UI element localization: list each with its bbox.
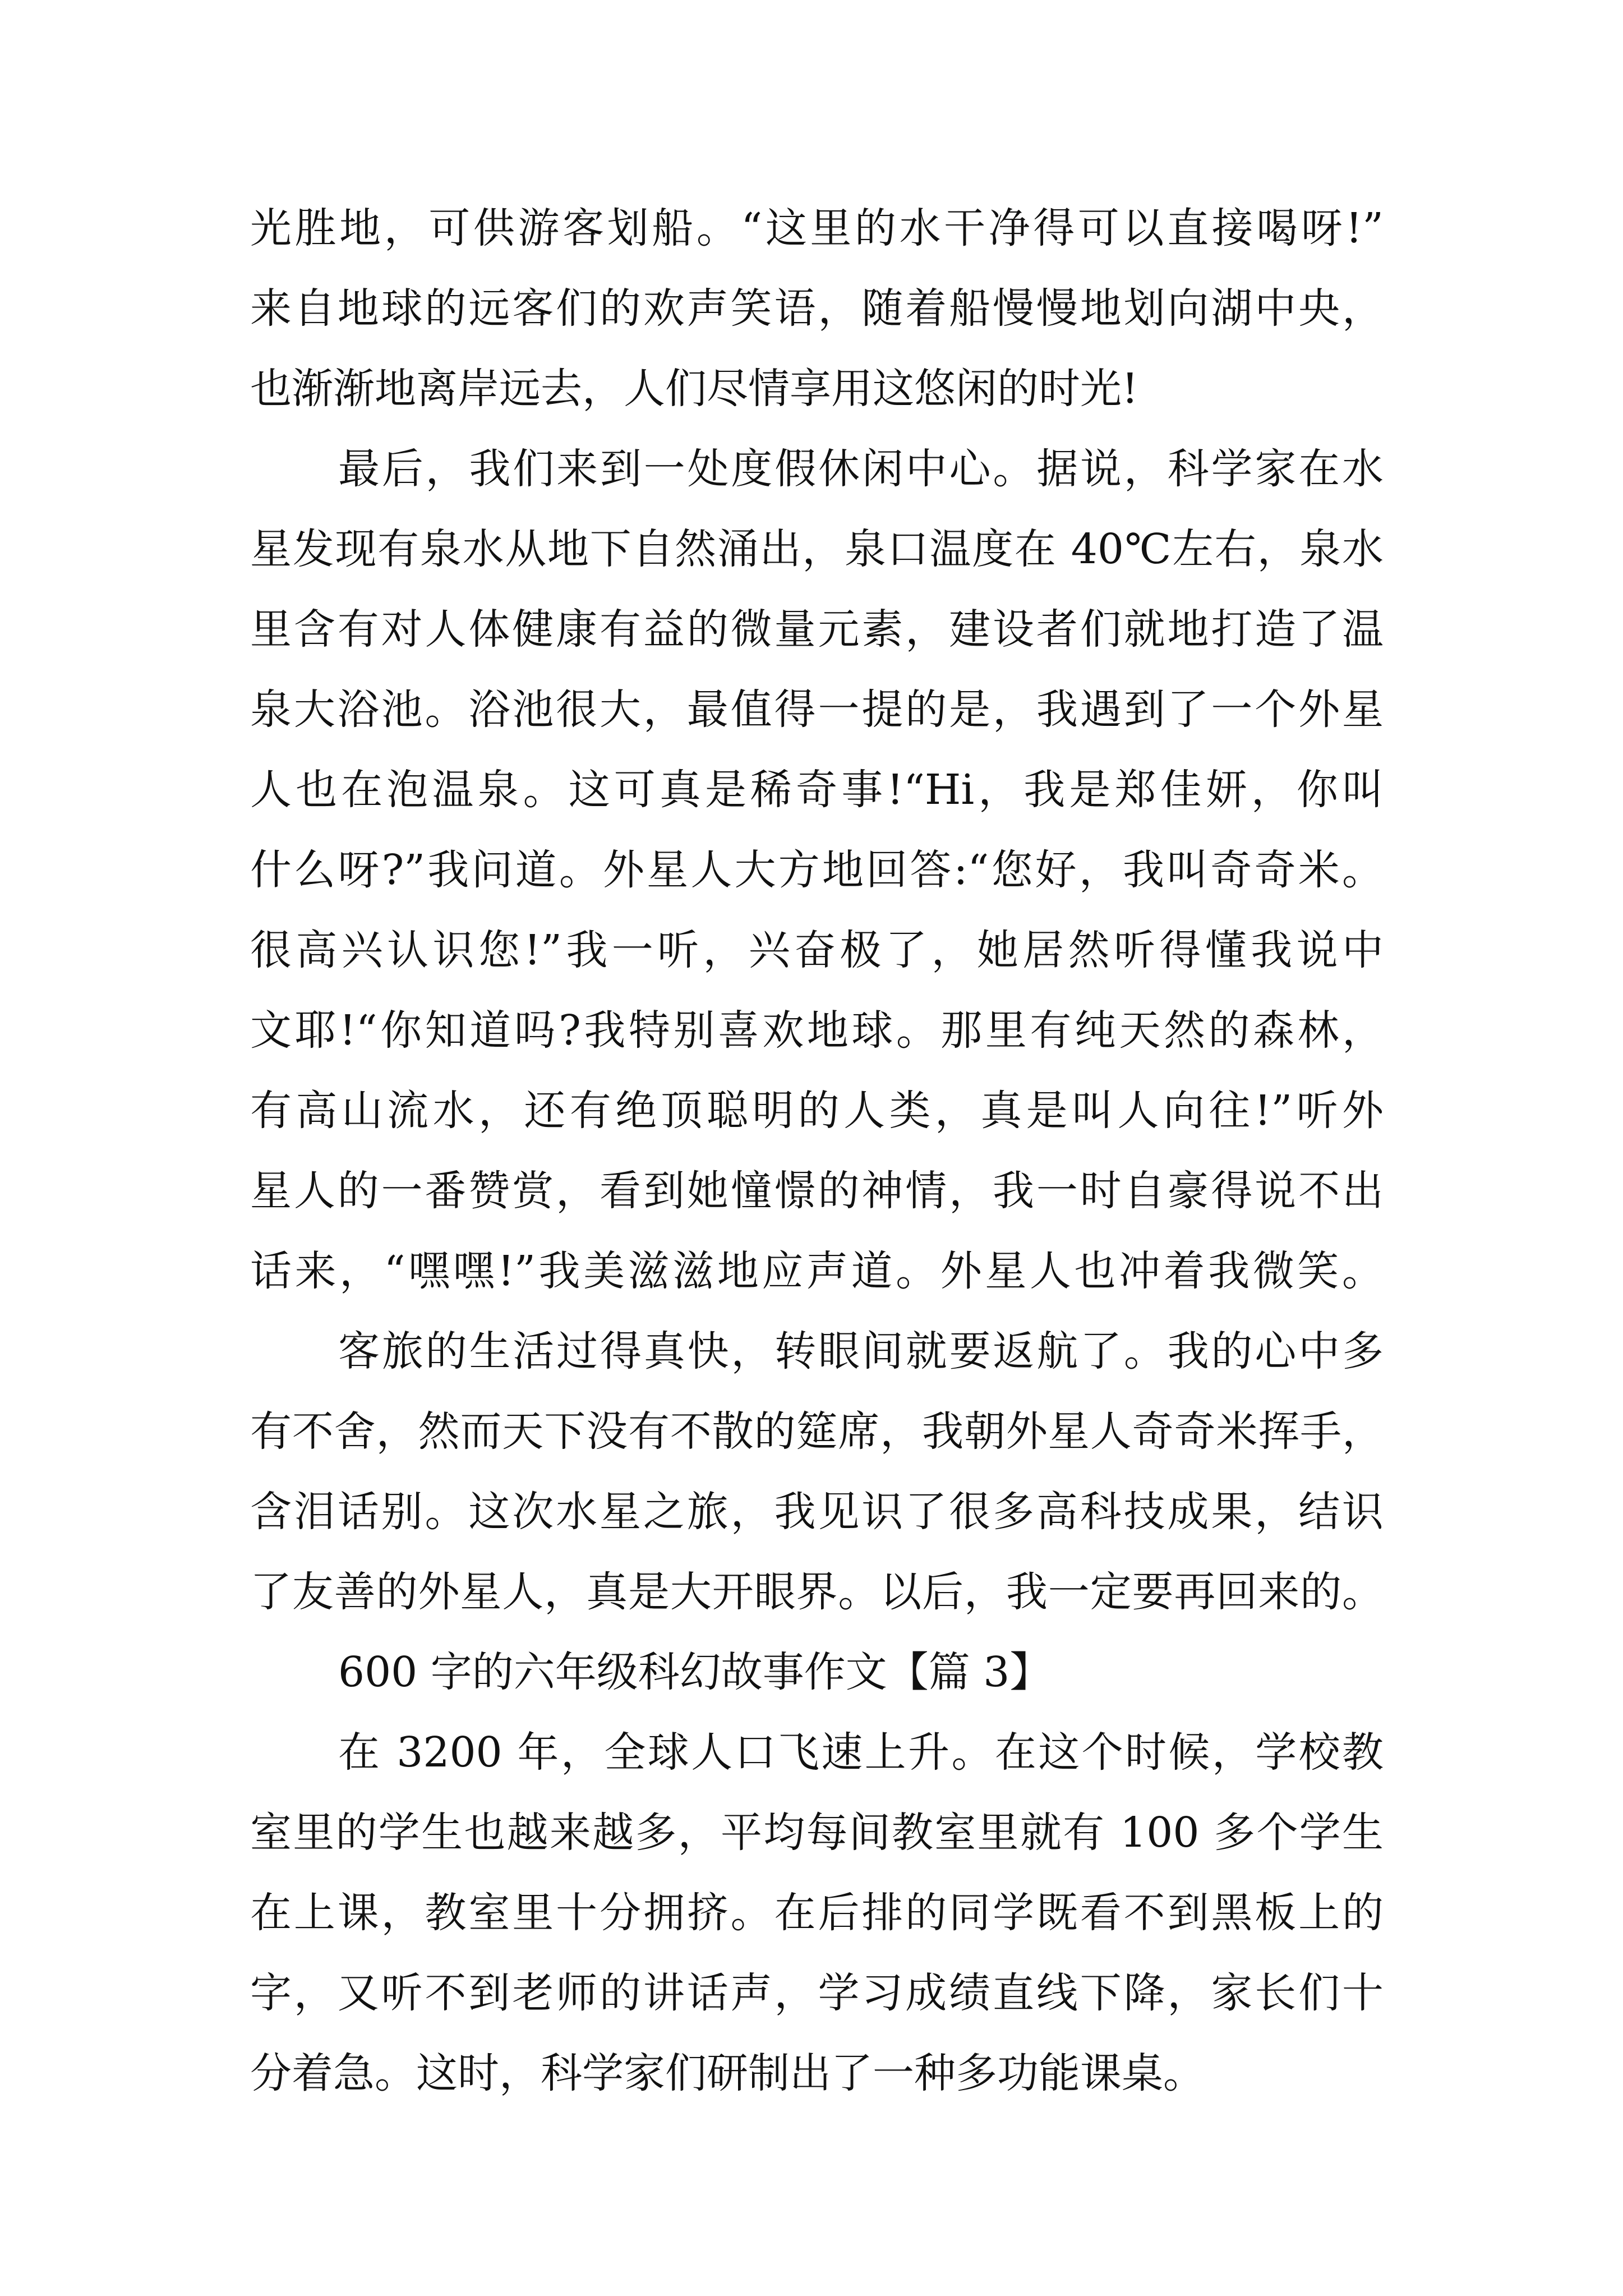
text-line: 什么呀?”我问道。外星人大方地回答:“您好，我叫奇奇米。 <box>250 846 1384 894</box>
text-line: 了友善的外星人，真是大开眼界。以后，我一定要再回来的。 <box>250 1568 1384 1616</box>
text-line: 光胜地，可供游客划船。“这里的水干净得可以直接喝呀!” <box>250 204 1384 252</box>
text-line: 含泪话别。这次水星之旅，我见识了很多高科技成果，结识 <box>250 1488 1384 1536</box>
text-line: 字，又听不到老师的讲话声，学习成绩直线下降，家长们十 <box>250 1969 1384 2017</box>
text-line: 星发现有泉水从地下自然涌出，泉口温度在 40℃左右，泉水 <box>250 525 1384 573</box>
document-body <box>250 188 1384 2114</box>
text-line: 泉大浴池。浴池很大，最值得一提的是，我遇到了一个外星 <box>250 685 1384 734</box>
paragraph <box>250 188 1384 429</box>
text-line: 里含有对人体健康有益的微量元素，建设者们就地打造了温 <box>250 605 1384 654</box>
text-line: 来自地球的远客们的欢声笑语，随着船慢慢地划向湖中央， <box>250 284 1384 333</box>
text-line: 室里的学生也越来越多，平均每间教室里就有 100 多个学生 <box>250 1809 1384 1857</box>
text-line: 星人的一番赞赏，看到她憧憬的神情，我一时自豪得说不出 <box>250 1167 1384 1215</box>
paragraph <box>250 429 1384 1312</box>
text-line: 分着急。这时，科学家们研制出了一种多功能课桌。 <box>250 2049 1205 2097</box>
text-line: 有高山流水，还有绝顶聪明的人类，真是叫人向往!”听外 <box>250 1087 1384 1135</box>
text-line: 文耶!“你知道吗?我特别喜欢地球。那里有纯天然的森林， <box>250 1006 1384 1055</box>
text-line: 话来，“嘿嘿!”我美滋滋地应声道。外星人也冲着我微笑。 <box>250 1247 1384 1295</box>
text-line: 有不舍，然而天下没有不散的筵席，我朝外星人奇奇米挥手， <box>250 1407 1384 1456</box>
text-line: 人也在泡温泉。这可真是稀奇事!“Hi，我是郑佳妍，你叫 <box>250 766 1384 814</box>
text-line: 最后，我们来到一处度假休闲中心。据说，科学家在水 <box>338 445 1384 493</box>
paragraph <box>250 1713 1384 2114</box>
text-line: 也渐渐地离岸远去，人们尽情享用这悠闲的时光! <box>250 365 1138 413</box>
paragraph <box>250 1312 1384 1632</box>
text-line: 在 3200 年，全球人口飞速上升。在这个时候，学校教 <box>338 1728 1384 1777</box>
text-line: 客旅的生活过得真快，转眼间就要返航了。我的心中多 <box>338 1327 1384 1375</box>
text-line: 在上课，教室里十分拥挤。在后排的同学既看不到黑板上的 <box>250 1889 1384 1937</box>
article-heading: 600 字的六年级科幻故事作文【篇 3】 <box>338 1648 1052 1696</box>
text-line: 很高兴认识您!”我一听，兴奋极了，她居然听得懂我说中 <box>250 926 1384 974</box>
